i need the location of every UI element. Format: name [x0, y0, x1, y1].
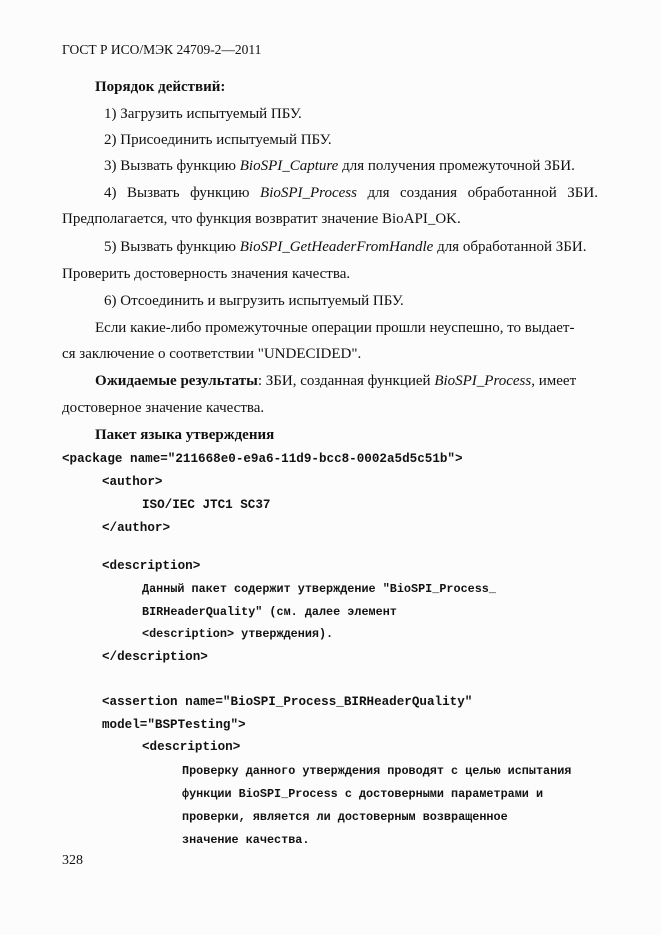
code-line: </description> [102, 650, 208, 664]
code-line: BIRHeaderQuality" (см. далее элемент [142, 605, 397, 619]
package-heading: Пакет языка утверждения [95, 427, 275, 443]
document-header: ГОСТ Р ИСО/МЭК 24709-2—2011 [62, 42, 262, 57]
expected-results-line-2: достоверное значение качества. [62, 400, 265, 416]
failure-note-line-2: ся заключение о соответствии "UNDECIDED". [62, 346, 362, 362]
procedure-step-2: 2) Присоединить испытуемый ПБУ. [104, 132, 332, 148]
procedure-step-5 [104, 239, 587, 256]
code-line: <assertion name="BioSPI_Process_BIRHeaderQuality" [102, 695, 473, 709]
page-number: 328 [62, 853, 83, 868]
expected-results-text-post: , имеет [531, 373, 577, 389]
code-line: <description> утверждения). [142, 627, 334, 641]
step-4-text-post: для создания обработанной ЗБИ. [356, 185, 598, 201]
expected-results [95, 373, 576, 390]
code-line: проверки, является ли достоверным возвращенное [182, 810, 508, 824]
step-4-text-pre: 4) Вызвать функцию [104, 185, 261, 201]
code-line: <description> [142, 740, 241, 754]
procedure-step-6: 6) Отсоединить и выгрузить испытуемый ПБУ. [104, 293, 404, 309]
code-line: ISO/IEC JTC1 SC37 [142, 498, 271, 512]
code-line: <author> [102, 475, 163, 489]
expected-results-text-pre: : ЗБИ, созданная функцией [257, 373, 435, 389]
procedure-step-4 [104, 185, 598, 202]
code-line: model="BSPTesting"> [102, 718, 246, 732]
step-3-text-pre: 3) Вызвать функцию [104, 158, 240, 174]
failure-note-line-1: Если какие-либо промежуточные операции прошли неуспешно, то выдает- [95, 320, 575, 336]
code-line: <description> [102, 559, 201, 573]
code-line: Проверку данного утверждения проводят с целью испытания [182, 764, 572, 778]
code-line: Данный пакет содержит утверждение "BioSPI_Process_ [142, 582, 496, 596]
expected-results-label: Ожидаемые результаты [95, 373, 258, 389]
procedure-heading: Порядок действий: [95, 79, 226, 95]
procedure-step-4-continuation: Предполагается, что функция возвратит значение BioAPI_OK. [62, 211, 461, 227]
procedure-step-3 [104, 158, 575, 175]
code-line: </author> [102, 521, 171, 535]
procedure-step-5-continuation: Проверить достоверность значения качества. [62, 266, 351, 282]
step-5-text-pre: 5) Вызвать функцию [104, 239, 240, 255]
step-3-function: BioSPI_Capture [239, 158, 339, 174]
code-line: функции BioSPI_Process с достоверными параметрами и [182, 787, 544, 801]
step-4-function: BioSPI_Process [260, 185, 357, 201]
code-line: значение качества. [182, 833, 310, 847]
step-5-text-post: для обработанной ЗБИ. [433, 239, 587, 255]
step-3-text-post: для получения промежуточной ЗБИ. [338, 158, 575, 174]
code-line: <package name="211668e0-e9a6-11d9-bcc8-0002a5d5c51b"> [62, 452, 463, 466]
procedure-step-1: 1) Загрузить испытуемый ПБУ. [104, 106, 302, 122]
step-5-function: BioSPI_GetHeaderFromHandle [239, 239, 434, 255]
expected-results-function: BioSPI_Process [434, 373, 532, 389]
